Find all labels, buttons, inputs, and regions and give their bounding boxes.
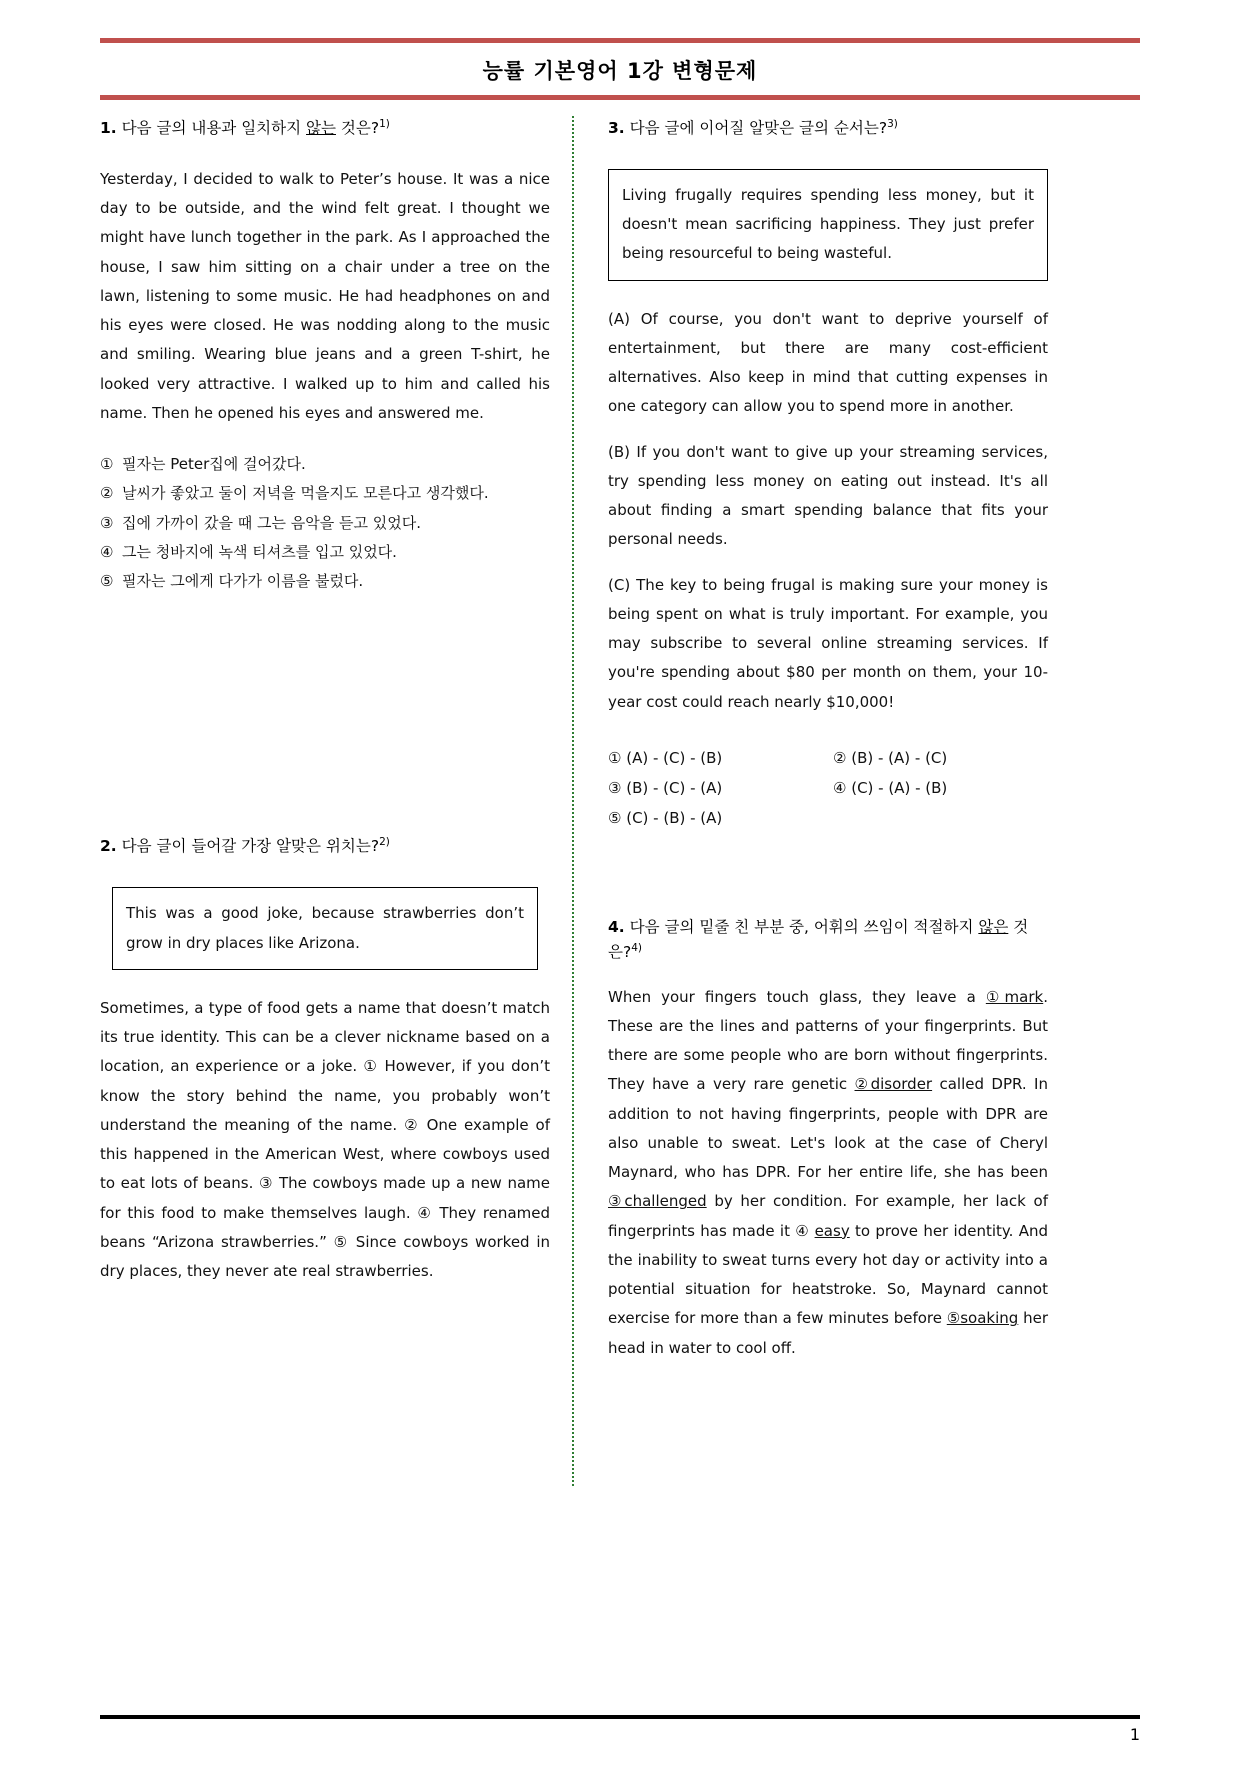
question-1-heading	[100, 116, 550, 141]
question-2-passage	[100, 994, 550, 1287]
choice-item[interactable]	[100, 567, 550, 596]
question-2-footnote: 2)	[379, 836, 390, 849]
vocab-choice-4[interactable]: easy	[814, 1221, 850, 1240]
question-3-passage	[608, 305, 1048, 717]
choice-label: 날씨가 좋았고 둘이 저녁을 먹을지도 모른다고 생각했다.	[122, 484, 489, 503]
question-2-boxed-passage: This was a good joke, because strawberries don’t grow in dry places like Arizona.	[112, 887, 538, 970]
right-column	[582, 116, 1048, 1486]
question-1-footnote: 1)	[379, 118, 390, 130]
question-1-choices	[100, 450, 550, 596]
passage-text-1: When your fingers touch glass, they leave a	[608, 987, 986, 1006]
choice-marker: ⑤	[100, 572, 114, 591]
left-column-gap	[100, 596, 550, 834]
question-1-passage-text: Yesterday, I decided to walk to Peter’s house. It was a nice day to be outside, and the wind felt great. I thought we might have lunch together in the park. As I approached the house, I saw him sitting on a chair under a tree on the lawn, listening to some music. He had headphones on and his eyes were closed. He was nodding along to the music and smiling. Wearing blue jeans and a green T-shirt, he looked very attractive. I walked up to him and called his name. Then he opened his eyes and answered me.	[100, 169, 550, 422]
question-2-heading	[100, 834, 550, 859]
question-4-head-b: 것은?	[608, 917, 1029, 961]
worksheet-page	[0, 38, 1240, 1790]
choice-marker: ④	[100, 542, 114, 561]
question-4-head-underline: 않은	[978, 917, 1009, 936]
question-2-passage-text: Sometimes, a type of food gets a name that doesn’t match its true identity. This can be a clever nickname based on a location, an experience or a joke. ① However, if you don’t know the story behind the name, you probably won’t understand the meaning of the name. ② One example of this happened in the American West, where cowboys used to eat lots of beans. ③ The cowboys made up a new name for this food to make themselves laugh. ④ They renamed beans “Arizona strawberries.” ⑤ Since cowboys worked in dry places, they never ate real strawberries.	[100, 998, 550, 1281]
question-3-paragraph-a: (A) Of course, you don't want to deprive yourself of entertainment, but there are many cost-efficient alternatives. Also keep in mind that cutting expenses in one category can allow you to spend more in another.	[608, 309, 1048, 416]
left-column	[100, 116, 566, 1486]
choice-item[interactable]: ② (B) - (A) - (C)	[833, 748, 948, 767]
question-3-heading	[608, 116, 1048, 141]
vocab-choice-2[interactable]: ②disorder	[854, 1075, 933, 1094]
question-2-head-a: 다음 글이 들어갈 가장 알맞은 위치는?	[116, 837, 380, 856]
question-3	[608, 116, 1048, 833]
right-column-gap	[608, 833, 1048, 915]
choice-item[interactable]	[100, 509, 550, 538]
question-3-head-a: 다음 글에 이어질 알맞은 글의 순서는?	[624, 119, 888, 138]
choice-item[interactable]	[100, 479, 550, 508]
question-3-choices	[608, 743, 1048, 833]
question-3-boxed-passage: Living frugally requires spending less money, but it doesn't mean sacrificing happiness. They just prefer being resourceful to being wasteful.	[608, 169, 1048, 281]
passage-text-4: by her condition. For example, her lack of fingerprints has made it ④	[608, 1192, 1048, 1240]
question-3-paragraph-b: (B) If you don't want to give up your streaming services, try spending less money on eating out instead. It's all about finding a smart spending balance that fits your personal needs.	[608, 442, 1048, 549]
question-4-passage-text	[608, 983, 1048, 1363]
passage-text-6: her head in water to cool off.	[608, 1309, 1049, 1357]
question-4-heading	[608, 915, 1048, 965]
question-1-head-underline: 않는	[306, 119, 336, 138]
page-number: 1	[1129, 1725, 1140, 1744]
choice-item[interactable]	[100, 450, 550, 479]
two-column-body	[100, 116, 1140, 1486]
choice-label: 필자는 Peter집에 걸어갔다.	[122, 455, 306, 474]
vocab-choice-3[interactable]: ③challenged	[608, 1192, 707, 1211]
choice-label: 그는 청바지에 녹색 티셔츠를 입고 있었다.	[122, 542, 397, 561]
passage-text-5: to prove her identity. And the inability to sweat turns every hot day or activity into a potential situation for heatstroke. So, Maynard cannot exercise for more than a few minutes before	[608, 1221, 1048, 1328]
choice-label: 집에 가까이 갔을 때 그는 음악을 듣고 있었다.	[122, 513, 421, 532]
choice-item[interactable]	[100, 538, 550, 567]
vocab-choice-5[interactable]: ⑤soaking	[946, 1309, 1019, 1328]
choice-marker: ③	[100, 513, 114, 532]
page-title: 능률 기본영어 1강 변형문제	[482, 59, 758, 83]
page-footer	[100, 1715, 1140, 1744]
question-1	[100, 116, 550, 596]
question-4-footnote: 4)	[631, 941, 642, 954]
choice-item[interactable]: ⑤ (C) - (B) - (A)	[608, 808, 723, 827]
question-4-head-a: 다음 글의 밑줄 친 부분 중, 어휘의 쓰임이 적절하지	[624, 917, 979, 936]
choice-marker: ②	[100, 484, 114, 503]
question-1-head-b: 것은?	[335, 119, 380, 138]
choice-item[interactable]: ① (A) - (C) - (B)	[608, 748, 723, 767]
question-1-passage	[100, 165, 550, 428]
passage-text-2: . These are the lines and patterns of your fingerprints. But there are some people who are born without fingerprints. They have a very rare genetic	[608, 987, 1048, 1094]
question-3-paragraph-c: (C) The key to being frugal is making sure your money is being spent on what is truly important. For example, you may subscribe to several online streaming services. If you're spending about $80 per month on them, your 10-year cost could reach nearly $10,000!	[608, 575, 1048, 711]
choice-marker: ①	[100, 455, 114, 474]
choice-item[interactable]: ③ (B) - (C) - (A)	[608, 778, 723, 797]
question-4-number: 4.	[608, 917, 625, 936]
choice-item[interactable]: ④ (C) - (A) - (B)	[833, 778, 948, 797]
vocab-choice-1[interactable]: ①mark	[985, 987, 1044, 1006]
question-1-head-a: 다음 글의 내용과 일치하지	[116, 119, 307, 138]
question-4	[608, 915, 1048, 1363]
question-4-passage	[608, 983, 1048, 1363]
question-3-number: 3.	[608, 119, 625, 138]
column-divider	[572, 116, 576, 1486]
question-2	[100, 834, 550, 1286]
choice-label: 필자는 그에게 다가가 이름을 불렀다.	[122, 572, 364, 591]
passage-text-3: called DPR. In addition to not having fingerprints, people with DPR are also unable to sweat. Let's look at the case of Cheryl Maynard, who has DPR. For her entire life, she has been	[608, 1075, 1048, 1182]
header-rule-bottom	[100, 95, 1140, 100]
question-1-number: 1.	[100, 119, 117, 138]
question-2-number: 2.	[100, 837, 117, 856]
question-3-footnote: 3)	[887, 118, 898, 130]
